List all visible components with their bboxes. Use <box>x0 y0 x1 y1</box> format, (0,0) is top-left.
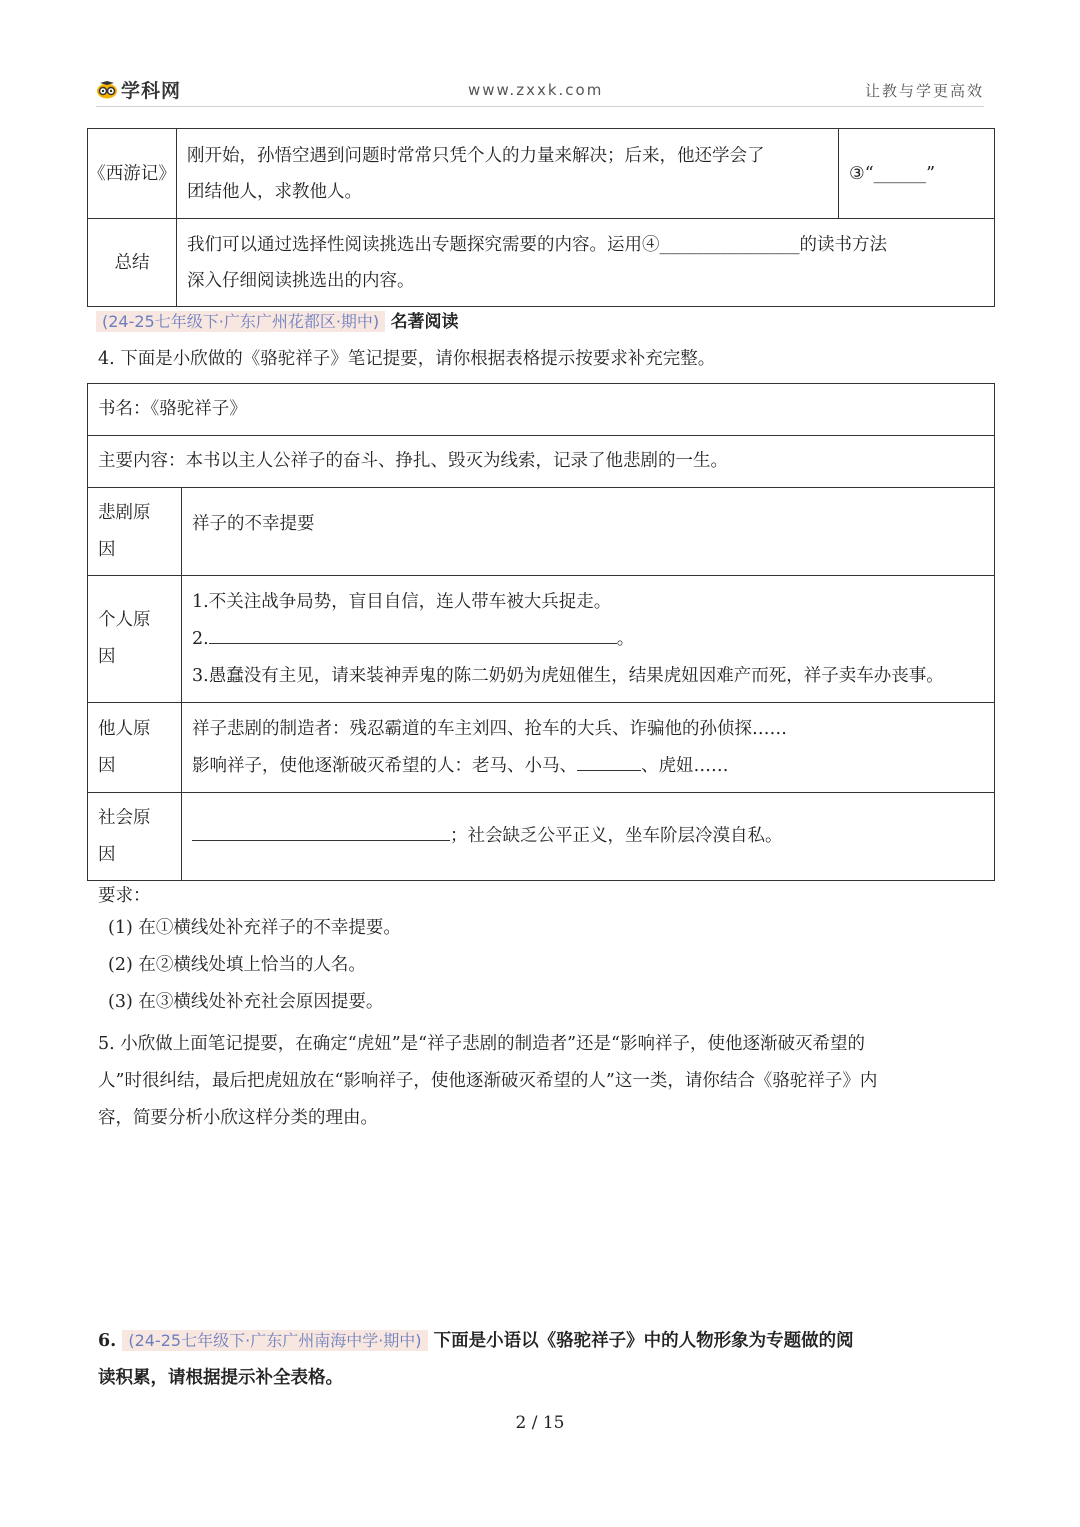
summary-line: 我们可以通过选择性阅读挑选出专题探究需要的内容。运用④________________的读书方法 <box>187 234 887 255</box>
question-line: 读积累，请根据提示补全表格。 <box>98 1368 343 1388</box>
description-line: 团结他人，求教他人。 <box>187 181 362 202</box>
question-5 <box>98 1026 988 1137</box>
table-row <box>88 384 995 436</box>
page-number: 2 / 15 <box>515 1413 565 1433</box>
social-suffix: ；社会缺乏公平正义，坐车阶层冷漠自私。 <box>450 826 783 846</box>
requirements-title: 要求： <box>98 886 151 906</box>
others-label <box>88 703 182 793</box>
others-reason <box>192 748 984 785</box>
summary-text-cell <box>177 219 995 307</box>
main-content-cell: 主要内容：本书以主人公祥子的奋斗、挣扎、毁灭为线索，记录了他悲剧的一生。 <box>88 436 995 488</box>
description-line: 刚开始，孙悟空遇到问题时常常只凭个人的力量来解决；后来，他还学会了 <box>187 145 765 166</box>
others-reasons-cell <box>182 703 995 793</box>
fill-blank <box>577 756 641 771</box>
label-line: 社会原 <box>98 807 151 828</box>
social-label <box>88 793 182 881</box>
requirement-item: (1) 在①横线处补充祥子的不幸提要。 <box>108 918 401 938</box>
others-reason: 祥子悲剧的制造者：残忍霸道的车主刘四、抢车的大兵、诈骗他的孙侦探…… <box>192 718 787 739</box>
label-line: 个人原 <box>98 610 151 630</box>
slogan: 让教与学更高效 <box>864 82 984 100</box>
source-tag: (24-25七年级下·广东广州南海中学·期中) <box>122 1330 427 1351</box>
source-tag: (24-25七年级下·广东广州花都区·期中) <box>96 311 385 332</box>
label-line: 因 <box>98 647 116 667</box>
reason-prefix: 影响祥子，使他逐渐破灭希望的人：老马、小马、 <box>192 755 577 776</box>
question-line: 容，简要分析小欣这样分类的理由。 <box>98 1108 378 1128</box>
question-number: 6. <box>98 1331 117 1351</box>
owl-logo-icon <box>96 81 118 99</box>
table-row <box>88 793 995 881</box>
question-line: 人”时很纠结，最后把虎妞放在“影响祥子，使他逐渐破灭希望的人”这一类，请你结合《骆驼祥子》内 <box>98 1071 878 1091</box>
book-name-cell: 书名：《骆驼祥子》 <box>88 384 995 436</box>
description-cell <box>177 129 839 219</box>
table-row <box>88 703 995 793</box>
personal-reasons-cell <box>182 576 995 703</box>
reason-suffix: 。 <box>616 628 635 649</box>
logo <box>96 76 181 103</box>
table-row <box>88 436 995 488</box>
personal-label <box>88 576 182 703</box>
tragedy-text-cell: 祥子的不幸提要 <box>182 488 995 576</box>
reading-method-table <box>87 128 995 307</box>
section-title: 名著阅读 <box>390 312 459 332</box>
personal-reason: 1.不关注战争局势，盲目自信，连人带车被大兵捉走。 <box>192 591 612 612</box>
label-line: 悲剧原 <box>98 502 151 523</box>
requirement-item: (3) 在③横线处补充社会原因提要。 <box>108 992 384 1012</box>
summary-label: 总结 <box>88 219 177 307</box>
reason-suffix: 、虎妞…… <box>641 755 729 776</box>
summary-line: 深入仔细阅读挑选出的内容。 <box>187 270 415 291</box>
social-reasons-cell <box>182 793 995 881</box>
tragedy-label <box>88 488 182 576</box>
personal-reason <box>192 621 984 658</box>
table-row <box>88 576 995 703</box>
logo-text: 学科网 <box>121 80 182 102</box>
label-line: 因 <box>98 844 116 865</box>
label-line: 他人原 <box>98 718 151 739</box>
label-line: 因 <box>98 755 116 776</box>
fill-blank <box>192 826 450 841</box>
fill-blank <box>209 629 617 644</box>
requirements <box>98 882 401 1021</box>
question-text: 下面是小语以《骆驼祥子》中的人物形象为专题做的阅 <box>433 1331 854 1351</box>
table-row <box>88 488 995 576</box>
table-row <box>88 219 995 307</box>
book-cell: 《西游记》 <box>88 129 177 219</box>
requirement-item: (2) 在②横线处填上恰当的人名。 <box>108 955 366 975</box>
label-line: 因 <box>98 539 116 560</box>
question-4: 4. 下面是小欣做的《骆驼祥子》笔记提要，请你根据表格提示按要求补充完整。 <box>98 349 716 369</box>
question-6 <box>98 1322 988 1397</box>
page-header <box>96 72 984 107</box>
site-url: www.zxxk.com <box>468 81 604 99</box>
section-source <box>96 308 459 336</box>
question-line <box>98 1322 988 1360</box>
answer-cell: ③“______” <box>839 129 995 219</box>
personal-reason: 3.愚蠢没有主见，请来装神弄鬼的陈二奶奶为虎妞催生，结果虎妞因难产而死，祥子卖车办丧事。 <box>192 665 944 686</box>
reason-prefix: 2. <box>192 628 209 649</box>
table-row <box>88 129 995 219</box>
notes-table <box>87 383 995 881</box>
question-line: 5. 小欣做上面笔记提要，在确定“虎妞”是“祥子悲剧的制造者”还是“影响祥子，使他逐渐破灭希望的 <box>98 1034 865 1054</box>
